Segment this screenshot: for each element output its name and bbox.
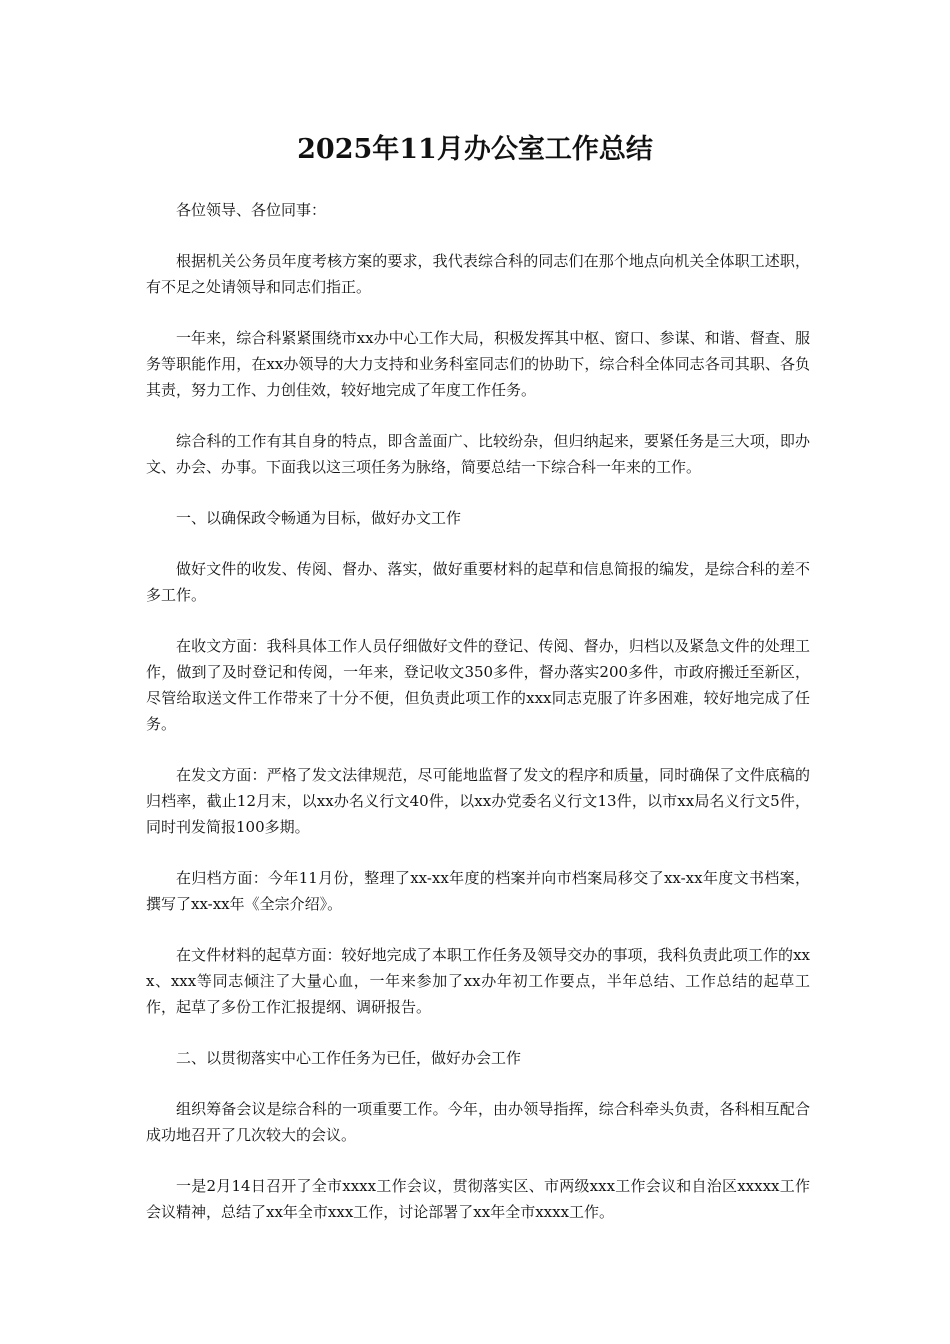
paragraph: 根据机关公务员年度考核方案的要求，我代表综合科的同志们在那个地点向机关全体职工述职，有不足之处请领导和同志们指正。 [146,252,810,296]
document-body [146,197,810,1250]
paragraph: 在文件材料的起草方面：较好地完成了本职工作任务及领导交办的事项，我科负责此项工作的xxx、xxx等同志倾注了大量心血，一年来参加了xx办年初工作要点，半年总结、工作总结的起草工作，起草了多份工作汇报提纲、调研报告。 [146,946,810,1016]
paragraph: 一是2月14日召开了全市xxxx工作会议，贯彻落实区、市两级xxx工作会议和自治区xxxxx工作会议精神，总结了xx年全市xxx工作，讨论部署了xx年全市xxxx工作。 [146,1177,810,1221]
section-heading: 一、以确保政令畅通为目标，做好办文工作 [176,509,462,527]
paragraph: 做好文件的收发、传阅、督办、落实，做好重要材料的起草和信息简报的编发，是综合科的差不多工作。 [146,560,810,604]
document-title: 2025年11月办公室工作总结 [297,134,653,165]
paragraph: 组织筹备会议是综合科的一项重要工作。今年，由办领导指挥，综合科牵头负责，各科相互配合成功地召开了几次较大的会议。 [146,1100,810,1144]
paragraph-salutation: 各位领导、各位同事： [176,201,327,219]
paragraph: 一年来，综合科紧紧围绕市xx办中心工作大局，积极发挥其中枢、窗口、参谋、和谐、督查、服务等职能作用，在xx办领导的大力支持和业务科室同志们的协助下，综合科全体同志各司其职、各负其责，努力工作、力创佳效，较好地完成了年度工作任务。 [146,329,810,399]
paragraph: 在发文方面：严格了发文法律规范，尽可能地监督了发文的程序和质量，同时确保了文件底稿的归档率，截止12月末，以xx办名义行文40件，以xx办党委名义行文13件，以市xx局名义行文5件，同时刊发简报100多期。 [146,766,810,836]
paragraph: 综合科的工作有其自身的特点，即含盖面广、比较纷杂，但归纳起来，要紧任务是三大项，即办文、办会、办事。下面我以这三项任务为脉络，简要总结一下综合科一年来的工作。 [146,432,810,476]
paragraph: 在归档方面：今年11月份，整理了xx-xx年度的档案并向市档案局移交了xx-xx年度文书档案，撰写了xx-xx年《全宗介绍》。 [146,869,810,913]
section-heading: 二、以贯彻落实中心工作任务为已任，做好办会工作 [176,1049,522,1067]
paragraph: 在收文方面：我科具体工作人员仔细做好文件的登记、传阅、督办，归档以及紧急文件的处理工作，做到了及时登记和传阅，一年来，登记收文350多件，督办落实200多件，市政府搬迁至新区，尽管给取送文件工作带来了十分不便，但负责此项工作的xxx同志克服了许多困难，较好地完成了任务。 [146,637,810,733]
